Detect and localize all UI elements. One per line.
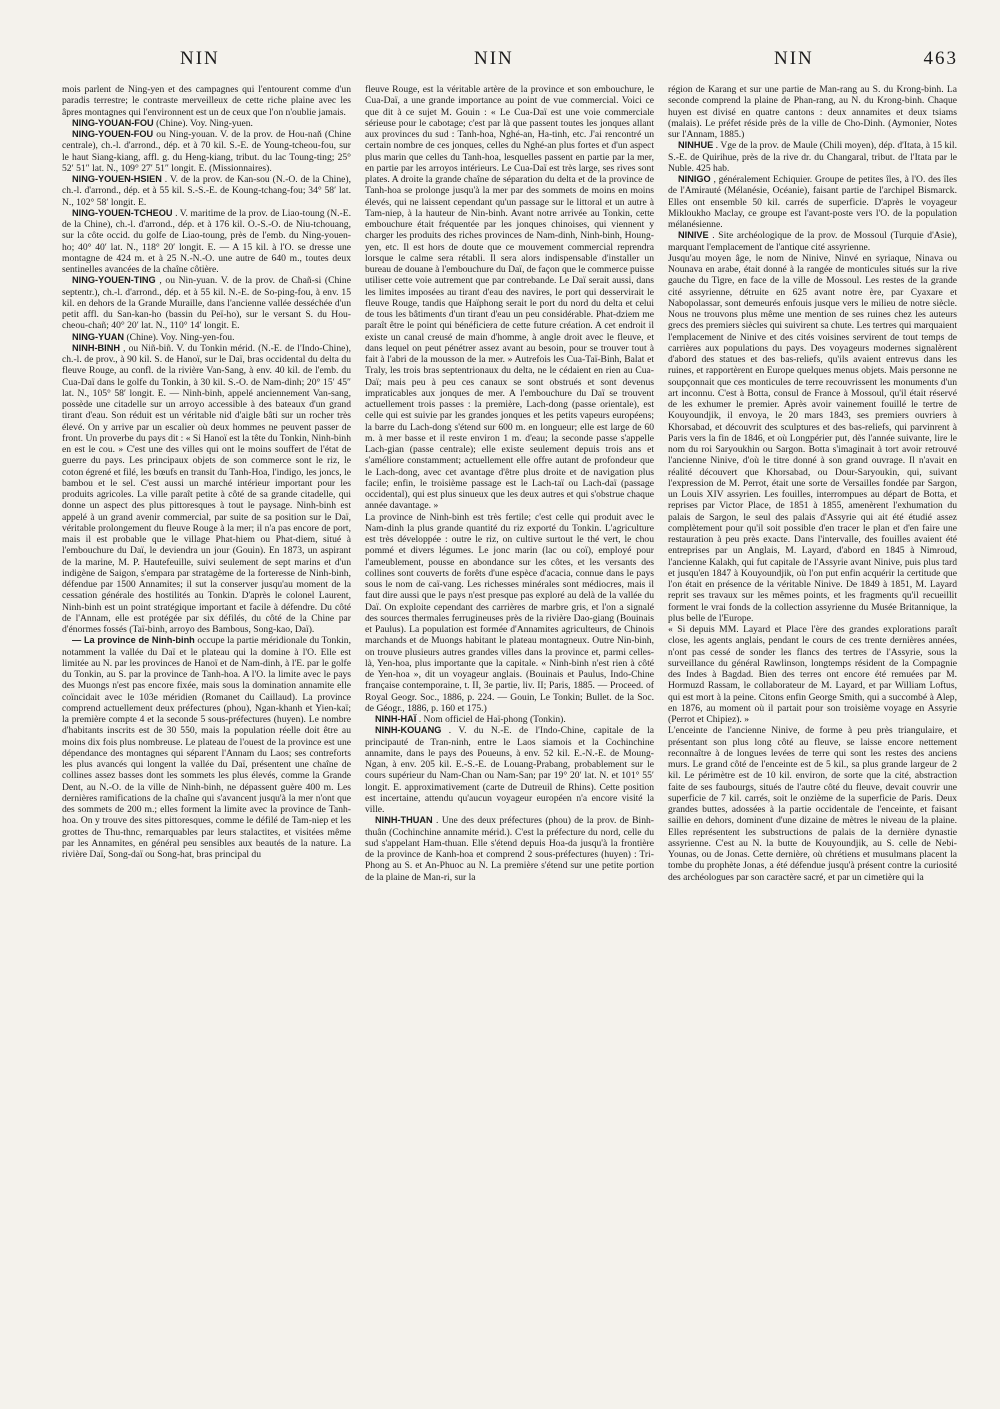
entry-text: « Si depuis MM. Layard et Place l'ère des grandes explorations paraît close, les agents anglais, pendant le cours de ces trente dernières années, n'ont pas cessé de sonder les flancs des tertres de l'Assyrie, sous la surveillance du général Rawlinson, longtemps résident de la Compagnie des Indes à Bagdad. Bien des terres ont encore été remuées par M. Hormuzd Rassam, le collaborateur de M. Layard, et par William Loftus, qui est mort à la peine. Citons enfin George Smith, qui a succombé à Alep, en 1876, au moment où il partait pour son troisième voyage en Assyrie (Perrot et Chipiez). »: [668, 624, 957, 725]
running-head-left: NIN: [180, 48, 220, 69]
entry-text: région de Karang et sur une partie de Man-rang au S. du Krong-binh. La seconde comprend la plaine de Phan-rang, au N. du Krong-binh. Chaque huyen est divisé en quatre cantons : deux annamites et deux tsiams (malais). Le préfet réside près de la ville de Cho-Dinh. (Aymonier, Notes sur l'Annam, 1885.): [668, 84, 957, 140]
entry-headword: NING-YOUAN-FOU: [72, 117, 154, 128]
entry-headword: NING-YOUEN-TING: [72, 275, 156, 286]
dictionary-entry: [668, 230, 957, 253]
dictionary-entry: [668, 140, 957, 174]
page-header: [62, 48, 958, 80]
dictionary-entry: [62, 275, 351, 331]
entry-text: La province de Ninh-binh est très fertile; c'est celle qui produit avec le Nam-dinh la plus grande quantité du riz exporté du Tonkin. L'agriculture est très développée : outre le riz, on cultive surtout le thé vert, le chou pommé et divers légumes. Le jonc marin (lac ou coï), employé pour l'ameublement, pousse en abondance sur les côtes, et les versants des collines sont couverts de forêts d'une espèce d'acacia, connue dans le pays sous le nom de caï-vang. Les richesses minérales sont médiocres, mais il faut dire aussi que le pays n'est presque pas exploré au delà de la vallée du Daï. On exploite cependant des carrières de marbre gris, et l'on a signalé des sources thermales ferrugineuses près de la rivière Dao-giang (Bouinais et Paulus). La population est formée d'Annamites agriculteurs, de Chinois marchands et de Muongs habitant le plateau montagneux. Outre Nin-binh, on trouve plusieurs autres grandes villes dans la province et, parmi celles-là, Yen-hoa, plus importante que la capitale. « Ninh-binh n'est rien à côté de Yen-hoa », dit un voyageur anglais. (Bouinais et Paulus, Indo-Chine française contemporaine, t. II, 3e partie, liv. II; Paris, 1885. — Proceed. of Royal Geogr. Soc., 1886, p. 224. — Gouin, Le Tonkin; Bullet. de la Soc. de Géogr., 1886, p. 160 et 175.): [365, 511, 654, 714]
dictionary-entry: [365, 725, 654, 815]
entry-text: mois parlent de Ning-yen et des campagnes qui l'entourent comme d'un paradis terrestre; le contraste merveilleux de cette riche plaine avec les âpres montagnes qui l'environnent est un de ceux que l'on n'oublie jamais.: [62, 84, 351, 118]
entry-headword: NINH-HAÏ: [375, 714, 417, 724]
dictionary-entry: [668, 253, 957, 624]
entry-text: . Nom officiel de Haï-phong (Tonkin).: [418, 714, 566, 725]
running-head-right: NIN: [774, 48, 814, 69]
dictionary-entry: [62, 208, 351, 276]
entry-headword: — La province de Ninh-binh: [72, 635, 195, 646]
dictionary-entry: [62, 343, 351, 636]
entry-text: . Une des deux préfectures (phou) de la prov. de Binh-thuân (Cochinchine annamite mérid.). C'est la préfecture du nord, celle du sud s'appelant Ham-thuan. Elle s'étend depuis Hoa-da jusqu'à la frontière de la province de Kanh-hoa et comprend 2 sous-préfectures (huyen) : Tri-Phong au S. et An-Phuoc au N. La première s'étend sur une petite portion de la plaine de Man-ri, sur la: [365, 815, 654, 883]
dictionary-entry: [365, 714, 654, 725]
text-columns: [62, 84, 958, 1384]
entry-headword: NINIGO: [678, 174, 711, 184]
running-head-center: NIN: [474, 48, 514, 69]
entry-text: (Chine). Voy. Ning-yen-fou.: [126, 331, 235, 343]
dictionary-entry: [668, 624, 957, 725]
dictionary-entry: [668, 725, 957, 883]
entry-headword: NINH-BINH: [72, 342, 120, 353]
entry-headword: NING-YUAN: [72, 331, 125, 342]
entry-headword: NINHUE: [678, 140, 714, 151]
entry-headword: NINIVE: [678, 230, 709, 241]
entry-headword: NING-YOUEN-FOU: [72, 129, 154, 139]
entry-text: . Vge de la prov. de Maule (Chili moyen), dép. d'Itata, à 15 kil. S.-E. de Quirihue, près de la rive dr. du Changaral, tribut. de l'Itata par le Nuble. 425 hab.: [668, 140, 957, 174]
entry-text: . V. maritime de la prov. de Liao-toung (N.-E. de la Chine), ch.-l. d'arrond., dép. et à 176 kil. O.-S.-O. de Niu-tchouang, sur la côte occid. du golfe de Liao-toung, près de l'emb. du Ning-youen-ho; 40° 40′ lat. N., 118° 20′ longit. E. — A 15 kil. à l'O. se dresse une montagne de 424 m. et à 25 N.-N.-O. une autre de 640 m., toutes deux sentinelles avancées de la chaîne côtière.: [62, 207, 351, 275]
entry-text: occupe la partie méridionale du Tonkin, notamment la vallée du Daï et le plateau qui la domine à l'O. Elle est limitée au N. par les provinces de Hanoï et de Nam-dinh, à l'E. par le golfe du Tonkin, au S. par la province de Tanh-hoa. A l'O. la limite avec le pays des Muongs n'est pas encore fixée, mais sous la domination annamite elle coïncidait avec le 103e méridien (Romanet du Caillaud). La province comprend actuellement deux préfectures (phou), Ngan-khanh et Yien-kaï; la première compte 4 et la seconde 5 sous-préfectures (huyen). Le nombre d'habitants inscrits est de 30 550, mais la population réelle doit être au moins dix fois plus nombreuse. Le plateau de l'ouest de la province est une dépendance des montagnes qui séparent l'Annam du Laos; ses contreforts les plus avancés qui longent la vallée du Daï, présentent une chaîne de collines assez basses dont les sommets les plus élevés, comme la Grande Dent, au N.-O. de la ville de Ninh-binh, ne dépassent guère 400 m. Les dernières ramifications de la chaîne qui s'avancent jusqu'à la mer n'ont que des sommets de 200 m.; elles forment la limite avec la province de Tanh-hoa. On y trouve des sites pittoresques, comme le défilé de Tam-niep et les grottes de Thu-thnc, remarquables par leurs stalactites, et visitées même par les Annamites, en général peu sensibles aux beautés de la nature. La rivière Daï, Song-daï ou Song-hat, bras principal du: [62, 635, 351, 860]
entry-text: fleuve Rouge, est la véritable artère de la province et son embouchure, le Cua-Daï, a une grande importance au point de vue commercial. Voici ce que dit à ce sujet M. Gouin : « Le Cua-Daï est une voie commerciale sérieuse pour le cabotage; c'est par là que passent toutes les jonques allant aux provinces du sud : Tanh-hoa, Nghé-an, Ha-tinh, etc. J'ai rencontré un certain nombre de ces jonques, celles du Nghé-an plus fortes et d'un aspect plus marin que celles du Tanh-hoa, lesquelles passent en partie par la mer, en partie par les arroyos intérieurs. Le Cua-Daï est très large, ses rives sont plates. A droite la grande chaîne de séparation du delta et de la province de Tanh-hoa se prolonge jusqu'à la mer par des sommets de moins en moins élevés, qui ne laissent cependant qu'un passage sur le littoral et un autre à Tam-niep, à la hauteur de Nin-binh. Avant notre arrivée au Tonkin, cette embouchure était fréquentée par les jonques chinoises, qui viennent y charger les produits des riches provinces de Nam-dinh, Ninh-binh, Houng-yen, etc. Il est hors de doute que ce mouvement commercial reprendra lorsque le calme sera rétabli. Il sera alors indispensable d'installer un bureau de douane à l'embouchure du Daï, de façon que le commerce puisse utiliser cette voie autrement que par contrebande. Le Daï serait aussi, dans les limites imposées au tirant d'eau des navires, le port qui desservirait le fleuve Rouge, tandis que Haïphong serait le port du nord du delta et celui de tous les bâtiments d'un tirant d'eau un peu considérable. Phat-dziem me paraît être le point qui bénéficiera de cette future création. A cet endroit il existe un canal creusé de main d'homme, à angle droit avec le fleuve, et dans lequel on peut pénétrer assez avant au besoin, pour se trouver tout à fait à l'abri de la mousson de la mer. » Autrefois les Cua-Taï-Binh, Balat et Traly, les trois bras septentrionaux du delta, ne le cédaient en rien au Cua-Daï; mais peu à peu ces canaux se sont obstrués et sont devenus impraticables aux jonques de mer. A l'embouchure du Daï se trouvent actuellement trois passes : la première, Lach-dong (passe orientale), est celle qui est suivie par les grandes jonques et les petits vapeurs européens; la barre du Lach-dong s'étend sur 600 m. en longueur; elle est large de 60 m. à mer basse et il reste environ 1 m. d'eau; la seconde passe s'appelle Lach-gian (passe centrale); elle existe seulement depuis trois ans et s'améliore constamment; actuellement elle offre autant de profondeur que le Lach-dong, avec cet avantage d'être plus droite et de navigation plus facile; enfin, le troisième passage est le Lach-taï ou Lach-daï (passage occidental), qui est plus sinueux que les deux autres et qui s'obstrue chaque année davantage. »: [365, 84, 654, 512]
entry-headword: NING-YOUEN-HSIEN: [72, 174, 162, 184]
dictionary-entry: [365, 84, 654, 512]
entry-text: Jusqu'au moyen âge, le nom de Ninive, Ninvé en syriaque, Ninava ou Nounava en arabe, était donné à la rangée de monticules situés sur la rive gauche du Tigre, en face de la ville de Mossoul. Les restes de la grande cité assyrienne, détruite en 625 avant notre ère, par Cyaxare et Nabopolassar, sont demeurés enfouis jusque vers le milieu de notre siècle. Nous ne trouvons plus même une mention de ses ruines chez les auteurs grecs des premiers siècles qui suivirent sa chute. Les tertres qui marquaient l'emplacement de Ninive et des cités voisines servirent de tout temps de carrières aux populations du pays. Des voyageurs modernes signalèrent d'abord des statues et des bas-reliefs, qu'ils avaient entrevus dans les ruines, et rapportèrent en Europe quelques menus objets. Mais personne ne soupçonnait que ces monticules de terre recouvrissent les monuments d'un art inconnu. C'est à Botta, consul de France à Mossoul, qu'il était réservé de les exhumer le premier. Après avoir vainement fouillé le tertre de Kouyoundjik, il envoya, le 20 mars 1843, ses premiers ouvriers à Khorsabad, et découvrit des sculptures et des bas-reliefs, qui parvinrent à Paris vers la fin de 1846, et où Longpérier put, dès l'année suivante, lire le nom du roi Saryoukhin ou Sargon. Botta s'imaginait à tort avoir retrouvé l'ancienne Ninive, d'où le titre donné à son grand ouvrage. Il n'avait en réalité découvert que Khorsabad, ou Dour-Saryoukin, qui, suivant l'expression de M. Perrot, était une sorte de Versailles fondée par Sargon, un Louis XIV assyrien. Les fouilles, interrompues au départ de Botta, et reprises par Victor Place, de 1851 à 1855, amenèrent l'exhumation du palais de Sargon, le seul des palais d'Assyrie qui ait été étudié assez complètement pour qu'il soit possible d'en tracer le plan et d'en faire une restauration à peu près exacte. Dans l'intervalle, des fouilles avaient été entreprises par un Anglais, M. Layard, d'abord en 1845 à Nimroud, l'ancienne Kalakh, qui fut capitale de l'Assyrie avant Ninive, puis plus tard et jusqu'en 1847 à Kouyoundjik, où l'on put enfin acquérir la certitude que l'on était en présence de la véritable Ninive. De 1849 à 1851, M. Layard reprit ses travaux sur les mêmes points, et les fragments qu'il recueillit forment le vrai fonds de la collection assyrienne du Musée Britannique, la plus belle de l'Europe.: [668, 252, 957, 624]
entry-text: ou Ning-youan. V. de la prov. de Hou-naň (Chine centrale), ch.-l. d'arrond., dép. et à 70 kil. S.-E. de Young-tcheou-fou, sur le haut Siang-kiang, affl. g. du Heng-kiang, tribut. du lac Toung-ting; 25° 52′ 51″ lat. N., 109° 27′ 51″ longit. E. (Missionnaires).: [62, 129, 351, 174]
column-2: [365, 84, 654, 1384]
dictionary-entry: [62, 118, 351, 129]
dictionary-entry: [365, 512, 654, 715]
entry-text: . V. du N.-E. de l'Indo-Chine, capitale de la principauté de Tran-ninh, entre le Laos siamois et la Cochinchine annamite, dans le pays des Poueuns, à env. 52 kil. E.-N.-E. de Moung-Ngan, à env. 205 kil. E.-S.-E. de Louang-Prabang, probablement sur le cours supérieur du Nam-Chan ou Nam-San; par 19° 20′ lat. N. et 101° 55′ longit. E. approximativement (carte de Dutreuil de Rhins). Cette position est incertaine, attendu qu'aucun voyageur européen n'a encore visité la ville.: [365, 725, 654, 815]
dictionary-entry: [62, 174, 351, 208]
entry-text: , ou Nin-yuan. V. de la prov. de Chañ-si (Chine septentr.), ch.-l. d'arrond., dép. et à 55 kil. N.-E. de So-ping-fou, à env. 15 kil. en dehors de la Grande Muraille, dans l'ancienne vallée desséchée d'un petit affl. du San-kan-ho (bassin du Peï-ho), sur le versant S. du Hou-cheou-chañ; 40° 20′ lat. N., 110° 14′ longit. E.: [62, 275, 351, 332]
entry-text: , ou Niñ-biñ. V. du Tonkin mérid. (N.-E. de l'Indo-Chine), ch.-l. de prov., à 90 kil. S. de Hanoï, sur le Daï, bras occidental du delta du fleuve Rouge, au confl. de la rivière Van-Sang, à env. 40 kil. de l'emb. du Cua-Daï dans le golfe du Tonkin, à 30 kil. S.-O. de Nam-dinh; 20° 15′ 45″ lat. N., 105° 58′ longit. E. — Ninh-binh, appelé anciennement Van-sang, possède une citadelle sur un arroyo accessible à des bateaux d'un grand tirant d'eau. Son réduit est un véritable nid d'aigle bâti sur un rocher très élevé. On y arrive par un escalier où deux hommes ne peuvent passer de front. Un proverbe du pays dit : « Si Hanoï est la tête du Tonkin, Ninh-binh en est le cou. » C'est une des villes qui ont le moins souffert de l'état de guerre du pays. Les principaux objets de son commerce sont le riz, le coton égrené et filé, les bœufs en transit du Tanh-Hoa, l'indigo, les joncs, le bambou et le sel. C'est aussi un marché intérieur important pour les produits agricoles. La ville paraît petite à côté de sa grande citadelle, qui donne un aspect des plus pittoresques à tout le paysage. Ninh-binh est appelé à un grand avenir commercial, par suite de sa position sur le Daï, véritable prolongement du fleuve Rouge à la mer; il n'a pas encore de port, mais il est probable que le village Phat-hiem ou Phat-diem, situé à l'embouchure du Daï, le deviendra un jour (Gouin). En 1873, un aspirant de la marine, M. P. Hautefeuille, suivi seulement de sept marins et d'un indigène de Saigon, s'empara par stratagème de la forteresse de Ninh-binh, défendue par 1500 Annamites; il sut la conserver jusqu'au moment de la cessation générale des hostilités au Tonkin. D'après le colonel Laurent, Ninh-binh est un point stratégique important et facile à défendre. Du côté de l'Annam, elle est protégée par six défilés, du côté de la Chine par d'énormes fossés (Taï-binh, arroyo des Bambous, Song-kao, Daï).: [62, 342, 351, 635]
entry-text: , généralement Echiquier. Groupe de petites îles, à l'O. des îles de l'Amirauté (Mélanésie, Océanie), faisant partie de l'archipel Bismarck. Elles ont ensemble 50 kil. carrés de superficie. D'après le voyageur Mikloukho Maclay, ce groupe est l'avant-poste vers l'O. de la population mélanésienne.: [668, 174, 957, 230]
dictionary-entry: [365, 815, 654, 883]
entry-text: (Chine). Voy. Ning-yuen.: [156, 117, 253, 129]
column-3: [668, 84, 957, 1384]
dictionary-entry: [668, 174, 957, 230]
dictionary-entry: [62, 129, 351, 174]
entry-text: . V. de la prov. de Kan-sou (N.-O. de la Chine), ch.-l. d'arrond., dép. et à 55 kil. S.-S.-E. de Koung-tchang-fou; 34° 58′ lat. N., 102° 58′ longit. E.: [62, 174, 351, 208]
entry-headword: NING-YOUEN-TCHEOU: [72, 207, 173, 218]
entry-headword: NINH-KOUANG: [375, 725, 442, 736]
dictionary-entry: [62, 332, 351, 343]
entry-headword: NINH-THUAN: [375, 815, 433, 826]
dictionary-entry: [62, 84, 351, 118]
column-1: [62, 84, 351, 1384]
entry-text: . Site archéologique de la prov. de Mossoul (Turquie d'Asie), marquant l'emplacement de l'antique cité assyrienne.: [668, 230, 957, 253]
entry-text: L'enceinte de l'ancienne Ninive, de forme à peu près triangulaire, et présentant son plus long côté au fleuve, se laisse encore nettement reconnaître à de longues levées de terre qui sont les restes des anciens murs. Le grand côté de l'enceinte est de 5 kil., sa plus grande largeur de 2 kil. Le périmètre est de 10 kil. environ, de sorte que la cité, abstraction faite de ses faubourgs, situés de l'autre côté du fleuve, devait couvrir une superficie de 7 kil. carrés, soit le onzième de la superficie de Paris. Deux grandes buttes, adossées à la partie occidentale de l'enceinte, et faisant saillie en dehors, dominent d'une dizaine de mètres le niveau de la plaine. Elles représentent les substructions de palais de la dernière dynastie assyrienne. C'est au N. la butte de Kouyoundjik, au S. celle de Nebi-Younas, ou de Jonas. Cette dernière, où chrétiens et musulmans placent la tombe du prophète Jonas, a été défendue jusqu'à présent contre la curiosité des archéologues par son caractère sacré, et par un cimetière qui la: [668, 725, 957, 883]
dictionary-entry: [668, 84, 957, 140]
page-number: 463: [923, 48, 958, 69]
dictionary-entry: [62, 635, 351, 860]
